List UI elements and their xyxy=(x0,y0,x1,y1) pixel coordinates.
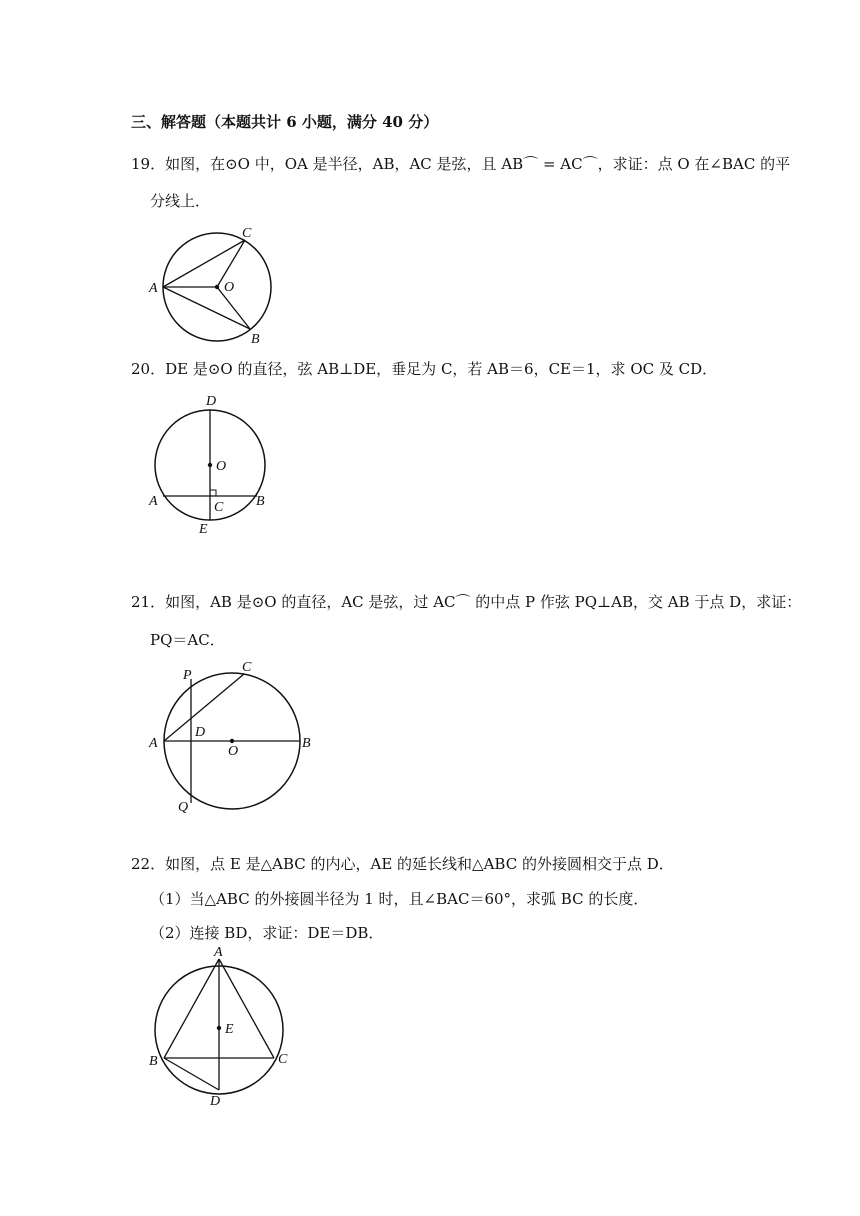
q19-label-b: B xyxy=(251,332,260,347)
q21-label-d: D xyxy=(195,725,206,740)
q20-label-o: O xyxy=(216,459,227,474)
q19-figure xyxy=(140,222,300,347)
q20-label-e: E xyxy=(199,522,208,537)
q22-text-line1: 22．如图，点 E 是△ABC 的内心，AE 的延长线和△ABC 的外接圆相交于点 D． xyxy=(131,855,674,873)
q22-label-b: B xyxy=(149,1054,158,1069)
q22-side-ac xyxy=(219,959,274,1058)
q19-label-a: A xyxy=(149,281,158,296)
q22-text-part1: （1）当△ABC 的外接圆半径为 1 时，且∠BAC＝60°，求弧 BC 的长度． xyxy=(150,890,649,908)
q19-label-c: C xyxy=(242,226,252,241)
q22-figure xyxy=(140,945,310,1110)
q22-side-ab xyxy=(164,959,219,1058)
q20-label-b: B xyxy=(256,494,265,509)
q21-label-q: Q xyxy=(178,800,189,815)
q20-figure xyxy=(140,390,300,540)
q21-label-c: C xyxy=(242,660,252,675)
q20-text-line1: 20．DE 是⊙O 的直径，弦 AB⊥DE，垂足为 C，若 AB＝6，CE＝1，求 OC 及 CD． xyxy=(131,360,718,378)
q19-center-dot xyxy=(215,285,219,289)
q21-label-p: P xyxy=(183,668,192,683)
q20-center-dot xyxy=(208,463,212,467)
q21-label-b: B xyxy=(302,736,311,751)
q22-label-c: C xyxy=(278,1052,288,1067)
q20-label-a: A xyxy=(149,494,158,509)
q21-text-line2: PQ＝AC． xyxy=(150,631,225,649)
q21-center-dot xyxy=(230,739,234,743)
q22-label-d: D xyxy=(210,1094,221,1109)
q21-figure xyxy=(140,656,330,816)
q22-label-a: A xyxy=(214,945,223,960)
q22-incenter-dot xyxy=(217,1026,221,1030)
q21-text-line1: 21．如图，AB 是⊙O 的直径，AC 是弦，过 AC⌒ 的中点 P 作弦 PQ⊥AB，交 AB 于点 D，求证： xyxy=(131,593,802,611)
q20-right-angle-mark xyxy=(210,490,216,496)
q19-label-o: O xyxy=(224,280,235,295)
section-title: 三、解答题（本题共计 6 小题，满分 40 分） xyxy=(131,113,439,131)
q22-text-part2: （2）连接 BD，求证：DE＝DB． xyxy=(150,924,384,942)
q19-text-line1: 19．如图，在⊙O 中，OA 是半径，AB，AC 是弦，且 AB⌒ = AC⌒，求证：点 O 在∠BAC 的平 xyxy=(131,155,791,173)
q20-label-d: D xyxy=(206,394,217,409)
q22-label-e: E xyxy=(225,1022,234,1037)
q20-label-c: C xyxy=(214,500,224,515)
q21-label-a: A xyxy=(149,736,158,751)
q21-label-o: O xyxy=(228,744,239,759)
q19-text-line2: 分线上． xyxy=(150,192,211,210)
